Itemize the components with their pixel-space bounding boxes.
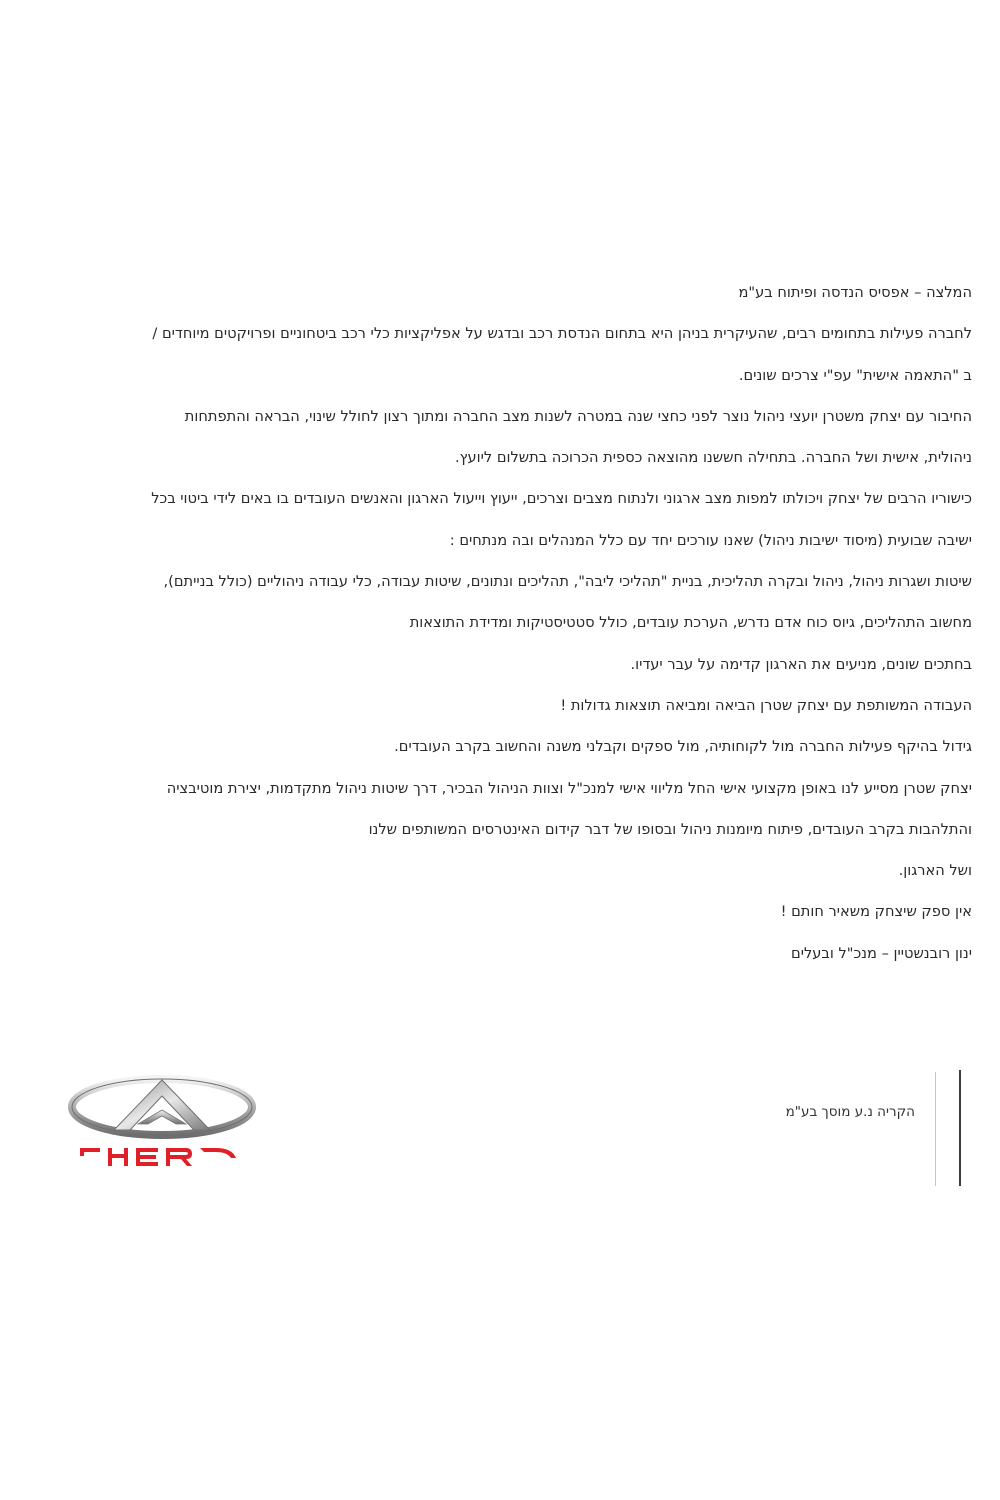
chery-logo-icon [64,1072,264,1172]
letter-line: גידול בהיקף פעילות החברה מול לקוחותיה, מול ספקים וקבלני משנה והחשוב בקרב העובדים. [394,738,972,756]
footer-divider-light [935,1072,936,1186]
footer-company-name: הקריה נ.ע מוסך בע"מ [785,1104,915,1120]
letter-line: שיטות ושגרות ניהול, ניהול ובקרה תהליכית, בניית "תהליכי ליבה", תהליכים ונתונים, שיטות עבודה, כלי עבודה ניהוליים (כולל בנייתם), [163,573,972,591]
footer-divider-dark [959,1070,961,1186]
letter-line: העבודה המשותפת עם יצחק שטרן הביאה ומביאה תוצאות גדולות ! [560,696,972,714]
letter-subject: המלצה – אפסיס הנדסה ופיתוח בע"מ [738,284,972,301]
letter-line: כישוריו הרבים של יצחק ויכולתו למפות מצב ארגוני ולנתוח מצבים וצרכים, ייעוץ וייעול הארגון והאנשים העובדים בו באים לידי ביטוי בכל [151,490,972,508]
letter-line: ב "התאמה אישית" עפ"י צרכים שונים. [738,366,972,384]
letter-line: ניהולית, אישית ושל החברה. בתחילה חששנו מהוצאה כספית הכרוכה בתשלום ליועץ. [455,449,972,467]
letter-line: יצחק שטרן מסייע לנו באופן מקצועי אישי החל מליווי אישי למנכ"ל וצוות הניהול הבכיר, דרך שיטות ניהול מתקדמות, יצירת מוטיבציה [166,779,972,797]
letter-signature: ינון רובנשטיין – מנכ"ל ובעלים [791,944,972,962]
letter-line: והתלהבות בקרב העובדים, פיתוח מיומנות ניהול ובסופו של דבר קידום האינטרסים המשותפים שלנו [368,820,972,838]
letter-line: ישיבה שבועית (מיסוד ישיבות ניהול) שאנו עורכים יחד עם כלל המנהלים ובה מנתחים : [449,531,972,549]
letter-line: החיבור עם יצחק משטרן יועצי ניהול נוצר לפני כחצי שנה במטרה לשנות מצב החברה ומתוך רצון לחולל שינוי, הבראה והתפתחות [184,407,972,425]
letter-line: מחשוב התהליכים, גיוס כוח אדם נדרש, הערכת עובדים, כולל סטטיסטיקות ומדידת התוצאות [409,614,972,632]
letter-line: אין ספק שיצחק משאיר חותם ! [780,903,972,921]
letter-line: בחתכים שונים, מניעים את הארגון קדימה על עבר יעדיו. [630,655,972,673]
letter-body [60,272,972,974]
letter-line: לחברה פעילות בתחומים רבים, שהעיקרית בניהן היא בתחום הנדסת רכב ובדגש על אפליקציות כלי רכב ביטחוניים ופרויקטים מיוחדים / [152,325,972,343]
letter-line: ושל הארגון. [898,862,972,880]
